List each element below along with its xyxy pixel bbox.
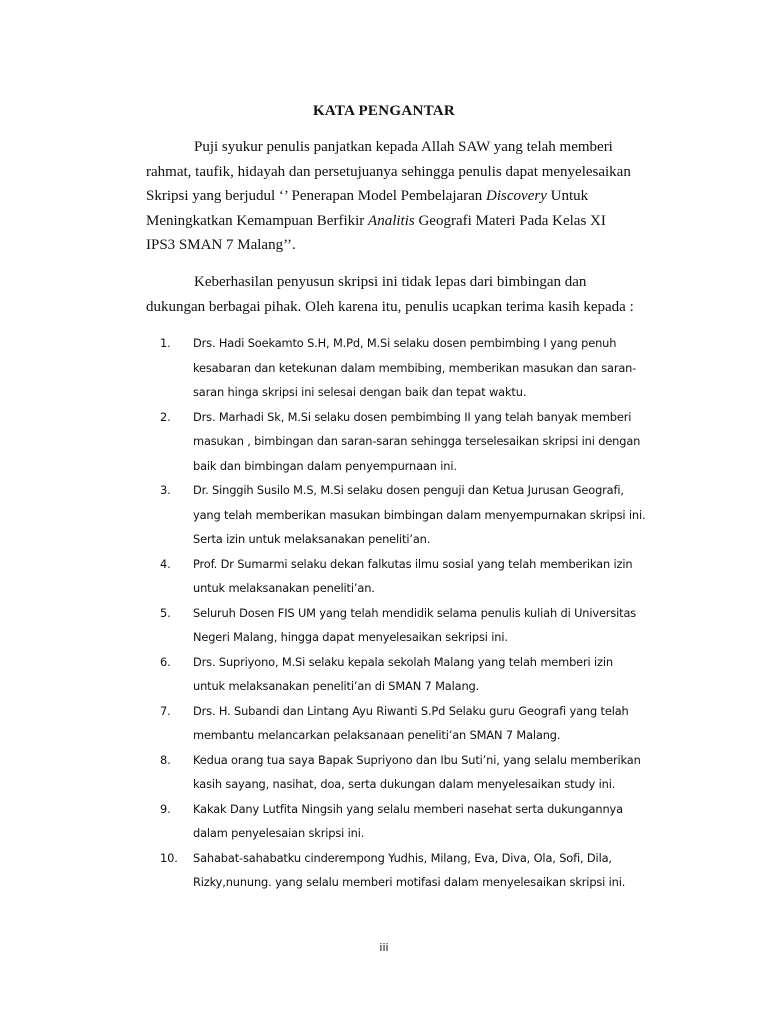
list-item-number: 8. [160,752,171,767]
list-item [160,650,660,699]
list-item-line: membantu melancarkan pelaksanaan peneliti’an SMAN 7 Malang. [193,728,561,742]
list-item-line: Seluruh Dosen FIS UM yang telah mendidik selama penulis kuliah di Universitas [193,605,637,620]
italic-term: Discovery [486,188,547,204]
paragraph-intro [146,135,660,258]
acknowledgement-list [160,331,660,895]
list-item-number: 3. [160,483,171,497]
list-item-line: Prof. Dr Sumarmi selaku dekan falkutas ilmu sosial yang telah memberikan izin [193,556,633,571]
list-item-line: Kedua orang tua saya Bapak Supriyono dan Ibu Suti’ni, yang selalu memberikan [193,752,641,767]
list-item [160,748,660,797]
list-item-line: Negeri Malang, hingga dapat menyelesaikan sekripsi ini. [193,630,508,644]
list-item-line: untuk melaksanakan peneliti’an. [193,581,375,595]
list-item-number: 6. [160,654,171,669]
list-item-number: 2. [160,409,171,424]
list-item-number: 10. [160,850,178,865]
list-item-number: 9. [160,801,171,816]
paragraph-line: Puji syukur penulis panjatkan kepada Allah SAW yang telah memberi [194,139,613,155]
paragraph-line: IPS3 SMAN 7 Malang’’. [146,237,296,253]
list-item-text [193,797,660,846]
list-item-line: Dr. Singgih Susilo M.S, M.Si selaku dosen penguji dan Ketua Jurusan Geografi, [193,483,624,497]
list-item-line: kesabaran dan ketekunan dalam membibing, memberikan masukan dan saran- [193,360,637,375]
italic-term: Analitis [368,212,415,229]
list-item-line: Rizky,nunung. yang selalu memberi motifasi dalam menyelesaikan skripsi ini. [193,875,626,889]
list-item-number: 4. [160,556,171,571]
list-item-number: 1. [160,336,171,350]
text-segment: Untuk [546,188,589,204]
list-item-line: Drs. H. Subandi dan Lintang Ayu Riwanti S.Pd Selaku guru Geografi yang telah [193,703,629,718]
list-item [160,699,660,748]
text-segment: Skripsi yang berjudul ‘’ Penerapan Model Pembelajaran [146,188,487,204]
list-item [160,846,660,895]
list-item-text [193,331,660,405]
list-item-line: kasih sayang, nasihat, doa, serta dukungan dalam menyelesaikan study ini. [193,777,616,791]
paragraph-line [146,209,660,234]
list-item-line: Kakak Dany Lutfita Ningsih yang selalu memberi nasehat serta dukungannya [193,801,623,816]
list-item-text [193,478,660,552]
list-item-text [193,552,660,601]
page-title: KATA PENGANTAR [312,103,456,119]
text-segment: Meningkatkan Kemampuan Berfikir [146,212,369,229]
page-number: iii [379,941,389,954]
list-item [160,405,660,479]
list-item [160,601,660,650]
list-item [160,478,660,552]
paragraph-line: rahmat, taufik, hidayah dan persetujuanya sehingga penulis dapat menyelesaikan [146,163,631,180]
list-item-line: Drs. Hadi Soekamto S.H, M.Pd, M.Si selaku dosen pembimbing I yang penuh [193,336,617,350]
list-item-text [193,650,660,699]
list-item-text [193,601,660,650]
list-item-number: 5. [160,605,171,620]
paragraph-acknowledgement [146,270,660,319]
list-item-line: Serta izin untuk melaksanakan peneliti’an. [193,532,431,546]
list-item-line: Drs. Marhadi Sk, M.Si selaku dosen pembimbing II yang telah banyak memberi [193,409,632,424]
list-item-line: Drs. Supriyono, M.Si selaku kepala sekolah Malang yang telah memberi izin [193,654,613,669]
paragraph-line: dukungan berbagai pihak. Oleh karena itu, penulis ucapkan terima kasih kepada : [146,298,634,315]
list-item-line: masukan , bimbingan dan saran-saran sehingga terselesaikan skripsi ini dengan [193,434,641,448]
list-item-line: untuk melaksanakan peneliti’an di SMAN 7 Malang. [193,679,480,693]
list-item [160,797,660,846]
list-item-line: yang telah memberikan masukan bimbingan dalam menyempurnakan skripsi ini. [193,507,646,522]
list-item-number: 7. [160,703,171,718]
list-item [160,331,660,405]
list-item [160,552,660,601]
list-item-text [193,405,660,479]
list-item-line: dalam penyelesaian skripsi ini. [193,826,365,840]
list-item-text [193,846,660,895]
list-item-text [193,748,660,797]
list-item-text [193,699,660,748]
list-item-line: Sahabat-sahabatku cinderempong Yudhis, Milang, Eva, Diva, Ola, Sofi, Dila, [193,850,612,865]
list-item-line: saran hinga skripsi ini selesai dengan baik dan tepat waktu. [193,385,527,399]
paragraph-line [146,184,660,209]
paragraph-line: Keberhasilan penyusun skripsi ini tidak lepas dari bimbingan dan [194,274,587,290]
text-segment: Geografi Materi Pada Kelas XI [414,212,606,229]
list-item-line: baik dan bimbingan dalam penyempurnaan ini. [193,458,457,473]
